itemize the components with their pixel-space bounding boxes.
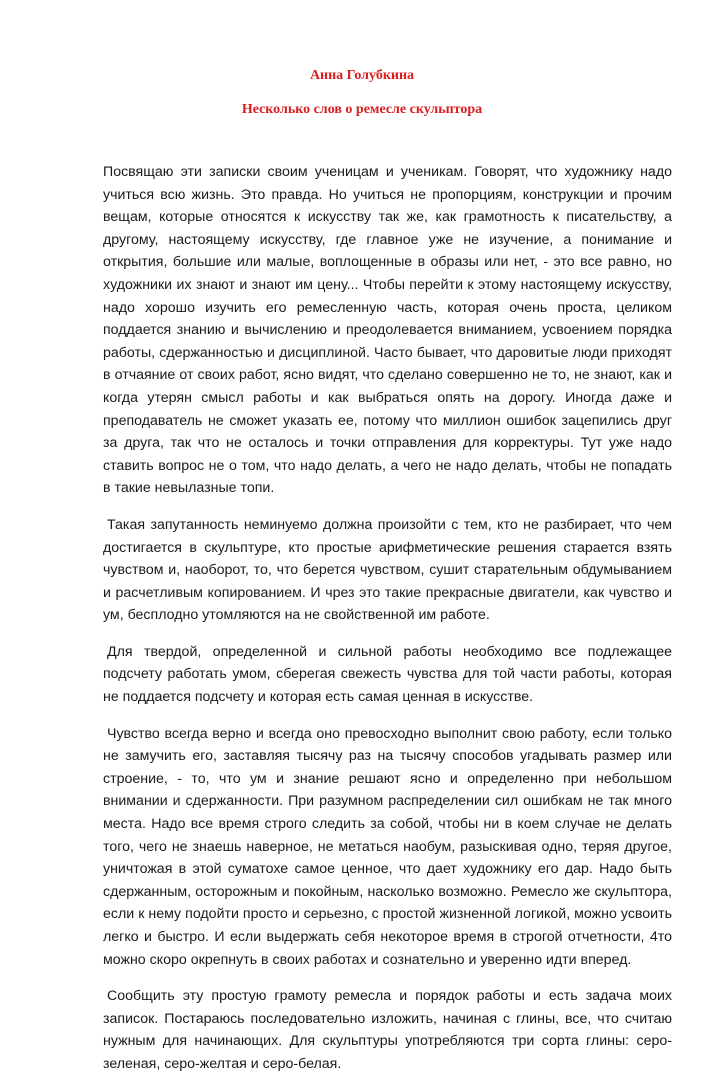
- author-heading: Анна Голубкина: [309, 68, 415, 83]
- document-title: Несколько слов о ремесле скульптора: [241, 102, 483, 117]
- paragraph-3: Для твердой, определенной и сильной работы необходимо все подлежащее подсчету работать умом, сберегая свежесть чувства для той части работы, которая не поддается подсчету и которая есть самая ценная в искусстве.: [103, 643, 672, 706]
- document-body: [103, 161, 672, 1090]
- paragraph-2: Такая запутанность неминуемо должна произойти с тем, кто не разбирает, что чем достигается в скульптуре, кто простые арифметические решения старается взять чувством и, наоборот, то, что берется чувством, сушит старательным обдумыванием и расчетливым копированием. И чрез это такие прекрасные двигатели, как чувство и ум, бесплодно утомляются на не свойственной им работе.: [103, 516, 672, 624]
- paragraph-5: Сообщить эту простую грамоту ремесла и порядок работы и есть задача моих записок. Постараюсь последовательно изложить, начиная с глины, все, что считаю нужным для начинающих. Для скульптуры употребляются три сорта глины: серо-зеленая, серо-желтая и серо-белая.: [103, 988, 672, 1072]
- paragraph-1: Посвящаю эти записки своим ученицам и ученикам. Говорят, что художнику надо учиться всю жизнь. Это правда. Но учиться не пропорциям, конструкции и прочим вещам, которые относятся к искусству так же, как грамотность к писательству, а другому, настоящему искусству, где главное уже не изучение, а понимание и открытия, большие или малые, воплощенные в образы или нет, - это все равно, но художники их знают и знают им цену... Чтобы перейти к этому настоящему искусству, надо хорошо изучить его ремесленную часть, которая очень проста, целиком поддается знанию и вычислению и преодолевается вниманием, усвоением порядка работы, сдержанностью и дисциплиной. Часто бывает, что даровитые люди приходят в отчаяние от своих работ, ясно видят, что сделано совершенно не то, не знают, как и когда утерян смысл работы и как выбраться опять на дорогу. Иногда даже и преподаватель не сможет указать ее, потому что миллион ошибок зацепились друг за друга, так что не осталось и точки отправления для корректуры. Тут уже надо ставить вопрос не о том, что надо делать, а чего не надо делать, чтобы не попадать в такие невылазные топи.: [103, 164, 672, 497]
- paragraph-4: Чувство всегда верно и всегда оно превосходно выполнит свою работу, если только не замучить его, заставляя тысячу раз на тысячу способов угадывать размер или строение, - то, что ум и знание решают ясно и определенно при небольшом внимании и сдержанности. При разумном распределении сил ошибкам не так много места. Надо все время строго следить за собой, чтобы ни в коем случае не делать того, чего не знаешь наверное, не метаться наобум, разыскивая одно, теряя другое, уничтожая в этой суматохе самое ценное, что дает художнику его дар. Надо быть сдержанным, осторожным и покойным, насколько возможно. Ремесло же скульптора, если к нему подойти просто и серьезно, с простой жизненной логикой, можно усвоить легко и быстро. И если выдержать себя некоторое время в строгой отчетности, 4то можно скоро окрепнуть в своих работах и сознательно и уверенно идти вперед.: [103, 725, 672, 968]
